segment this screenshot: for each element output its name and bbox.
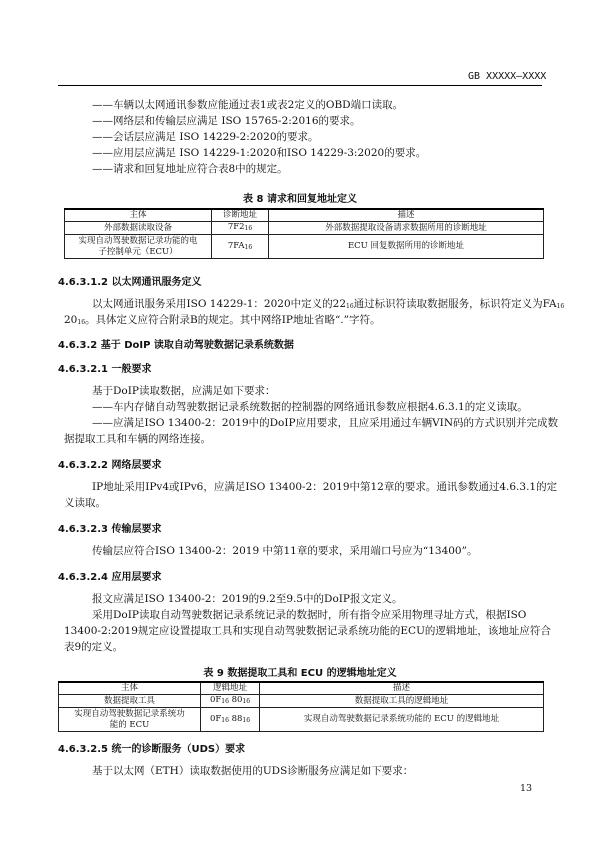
- paragraph-46324-line-2: 采用DoIP读取自动驾驶数据记录系统记录的数据时，所有指令应采用物理寻址方式，根据ISO: [92, 609, 527, 621]
- paragraph-46321-line-4: 据提取工具和车辆的网络连接。: [64, 433, 211, 445]
- section-heading-46321: 4.6.3.2.1 一般要求: [58, 364, 152, 375]
- paragraph-46323: 传输层应符合ISO 13400-2：2019 中第11章的要求，采用端口号应为“13400”。: [92, 545, 478, 557]
- table8-header-subject: 主体: [65, 209, 212, 222]
- paragraph-46321-line-1: 基于DoIP读取数据，应满足如下要求：: [92, 385, 276, 397]
- intro-line-4: ——应用层应满足 ISO 14229-1:2020和ISO 14229-3:2020的要求。: [92, 147, 427, 159]
- table8: [64, 208, 544, 259]
- table9-header-description: 描述: [260, 682, 544, 695]
- table9-header-address: 逻辑地址: [201, 682, 260, 695]
- table8-cell-description: ECU 回复数据所用的诊断地址: [269, 235, 544, 259]
- intro-line-3: ——会话层应满足 ISO 14229-2:2020的要求。: [92, 131, 319, 143]
- table8-cell-address: $7FA_{16}$: [212, 235, 269, 259]
- header-rule: [58, 85, 542, 86]
- table8-header-description: 描述: [269, 209, 544, 222]
- section-heading-4632: 4.6.3.2 基于 DoIP 读取自动驾驶数据记录系统数据: [58, 340, 294, 351]
- section-heading-46323: 4.6.3.2.3 传输层要求: [58, 524, 162, 535]
- table9-cell-description: 数据提取工具的逻辑地址: [260, 695, 544, 708]
- section-heading-46325: 4.6.3.2.5 统一的诊断服务（UDS）要求: [58, 744, 246, 755]
- table9-caption: 表 9 数据提取工具和 ECU 的逻辑地址定义: [203, 668, 397, 679]
- table9-cell-subject: 数据提取工具: [59, 695, 201, 708]
- table8-caption: 表 8 请求和回复地址定义: [243, 194, 357, 205]
- table-row: [59, 695, 544, 708]
- table8-header-address: 诊断地址: [212, 209, 269, 222]
- table9-cell-address: $0F_{16}$ $88_{16}$: [201, 708, 260, 732]
- section-heading-46322: 4.6.3.2.2 网络层要求: [58, 460, 162, 471]
- paragraph-46324-line-3: 13400-2:2019规定应设置提取工具和实现自动驾驶数据记录系统功能的ECU的逻辑地址，该地址应符合: [64, 625, 551, 637]
- table-row: [65, 235, 544, 259]
- paragraph-46321-line-2: ——车内存储自动驾驶数据记录系统数据的控制器的网络通讯参数应根据4.6.3.1的定义读取。: [92, 401, 528, 413]
- table-row: [59, 708, 544, 732]
- table9-cell-address: $0F_{16}$ $80_{16}$: [201, 695, 260, 708]
- page-number: 13: [520, 783, 533, 794]
- intro-line-1: ——车辆以太网通讯参数应能通过表1或表2定义的OBD端口读取。: [92, 99, 404, 111]
- intro-line-5: ——请求和回复地址应符合表8中的规定。: [92, 163, 288, 175]
- paragraph-46324-line-4: 表9的定义。: [64, 641, 124, 653]
- table8-cell-description: 外部数据提取设备请求数据所用的诊断地址: [269, 222, 544, 235]
- standard-code: GB XXXXX—XXXX: [468, 71, 547, 82]
- table9-cell-subject: 实现自动驾驶数据记录系统功 能的 ECU: [59, 708, 201, 732]
- paragraph-46312-line-1: 以太网通讯服务采用ISO 14229-1：2020中定义的$22_{16}$通过标识符读取数据服务，标识符定义为$FA_{16}$: [92, 298, 565, 310]
- section-heading-46312: 4.6.3.1.2 以太网通讯服务定义: [58, 277, 202, 288]
- paragraph-46322-line-2: 义读取。: [64, 497, 106, 509]
- paragraph-46324-line-1: 报文应满足ISO 13400-2：2019的9.2至9.5中的DoIP报文定义。: [92, 593, 403, 605]
- table8-cell-subject: 实现自动驾驶数据记录功能的电 子控制单元（ECU）: [65, 235, 212, 259]
- intro-line-2: ——网络层和传输层应满足 ISO 15765-2:2016的要求。: [92, 115, 361, 127]
- table9: [58, 681, 544, 732]
- paragraph-46325: 基于以太网（ETH）读取数据使用的UDS诊断服务应满足如下要求：: [92, 765, 414, 777]
- section-heading-46324: 4.6.3.2.4 应用层要求: [58, 572, 162, 583]
- paragraph-46321-line-3: ——应满足ISO 13400-2：2019中的DoIP应用要求，且应采用通过车辆VIN码的方式识别并完成数: [92, 417, 559, 429]
- table8-cell-address: $7F2_{16}$: [212, 222, 269, 235]
- table9-cell-description: 实现自动驾驶数据记录系统功能的 ECU 的逻辑地址: [260, 708, 544, 732]
- table9-header-subject: 主体: [59, 682, 201, 695]
- table8-cell-subject: 外部数据读取设备: [65, 222, 212, 235]
- paragraph-46322-line-1: IP地址采用IPv4或IPv6，应满足ISO 13400-2：2019中第12章的要求。通讯参数通过4.6.3.1的定: [92, 481, 558, 493]
- table-row: [65, 222, 544, 235]
- paragraph-46312-line-2: $20_{16}$。具体定义应符合附录B的规定。其中网络IP地址省略“.”字符。: [64, 314, 381, 326]
